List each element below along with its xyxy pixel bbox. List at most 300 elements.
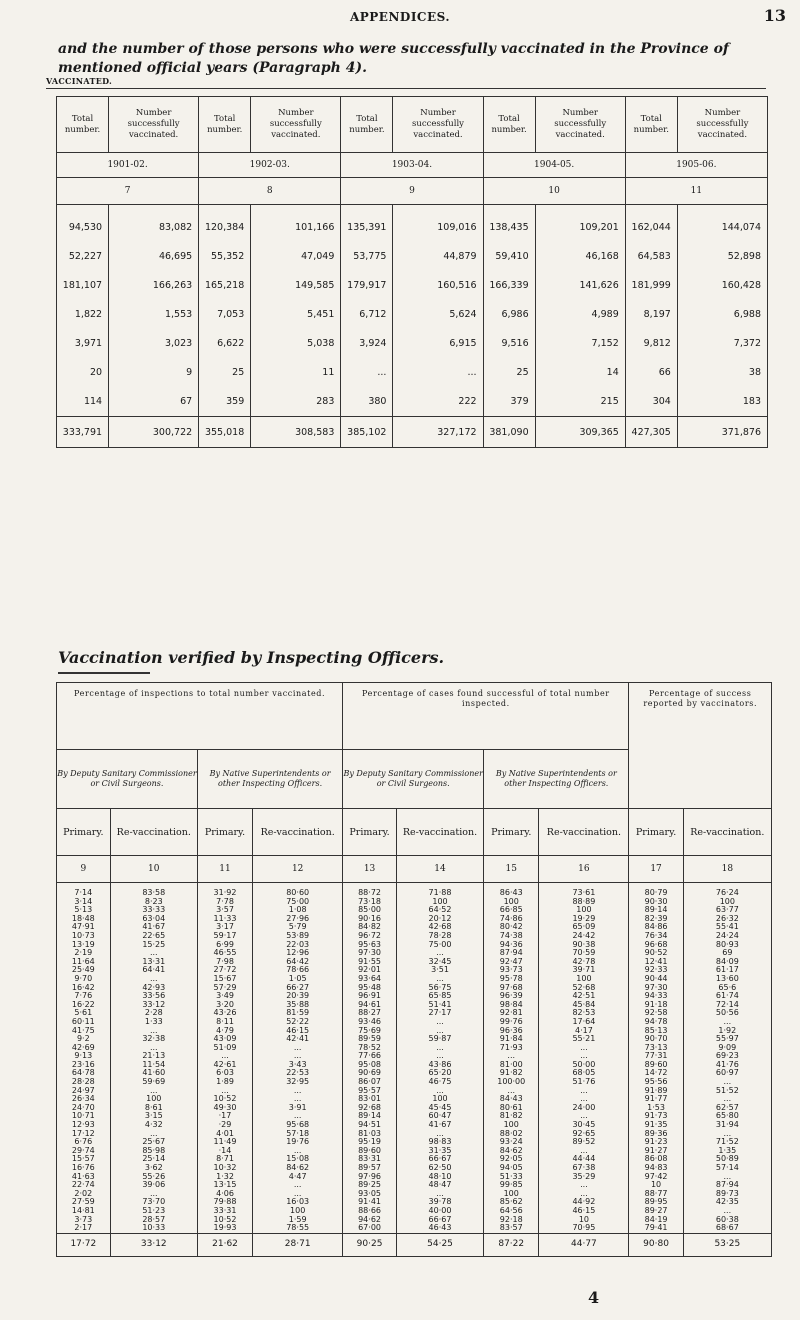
table-cell: 65·20: [396, 1069, 483, 1078]
total-cell: 333,791: [57, 417, 109, 448]
group-header: Percentage of success reported by vaccinators.: [629, 683, 772, 809]
table-cell: 7,053: [199, 300, 251, 329]
table-cell: 85·13: [629, 1027, 683, 1036]
table-cell: 85·62: [484, 1198, 539, 1207]
table-cell: ...: [683, 1095, 771, 1104]
table-cell: 162,044: [625, 213, 677, 242]
table-cell: 70·59: [539, 949, 629, 958]
table-cell: 23·16: [57, 1061, 111, 1070]
table-cell: 1·08: [253, 906, 343, 915]
table-cell: 92·01: [343, 966, 397, 975]
table-cell: 16·22: [57, 1001, 111, 1010]
table-cell: 3·73: [57, 1216, 111, 1225]
table-cell: 95·08: [343, 1061, 397, 1070]
table-cell: 88·66: [343, 1207, 397, 1216]
table-cell: 10·73: [57, 932, 111, 941]
table-cell: 379: [483, 387, 535, 417]
table-cell: 46·43: [396, 1224, 483, 1233]
table-cell: ...: [539, 1095, 629, 1104]
table-cell: 93·05: [343, 1190, 397, 1199]
table-cell: 16·03: [253, 1198, 343, 1207]
table-cell: 77·31: [629, 1052, 683, 1061]
table-cell: 90·30: [629, 898, 683, 907]
table-cell: 52,227: [57, 242, 109, 271]
table-cell: 83·01: [343, 1095, 397, 1104]
table-cell: 97·30: [629, 984, 683, 993]
table-cell: 97·42: [629, 1173, 683, 1182]
table-cell: 109,201: [535, 213, 625, 242]
table-cell: 48·10: [396, 1173, 483, 1182]
table-cell: 114: [57, 387, 109, 417]
table-cell: 99·85: [484, 1181, 539, 1190]
table-cell: 2·19: [57, 949, 111, 958]
table-cell: 27·17: [396, 1009, 483, 1018]
table-cell: 26·32: [683, 915, 771, 924]
table-cell: ...: [197, 1087, 252, 1096]
table-cell: 80·60: [253, 889, 343, 898]
table-cell: 82·53: [539, 1009, 629, 1018]
table-cell: 25·49: [57, 966, 111, 975]
table-cell: 73·18: [343, 898, 397, 907]
table-cell: 73·13: [629, 1044, 683, 1053]
column-header: Total number.: [625, 97, 677, 153]
table-cell: 63·04: [110, 915, 197, 924]
table-cell: 8·11: [197, 1018, 252, 1027]
table-cell: 67·38: [539, 1164, 629, 1173]
table-cell: 46·15: [253, 1027, 343, 1036]
table-cell: 135,391: [341, 213, 393, 242]
table-cell: 6,915: [393, 329, 483, 358]
table-cell: 10·33: [110, 1224, 197, 1233]
table-cell: 80·93: [683, 941, 771, 950]
table-cell: 3·43: [253, 1061, 343, 1070]
sub-header: By Deputy Sanitary Commissioner or Civil Surgeons.: [57, 750, 198, 809]
table-cell: 81·82: [484, 1112, 539, 1121]
inspection-table: [56, 682, 772, 1257]
divider: [46, 88, 766, 89]
table-cell: 86·07: [343, 1078, 397, 1087]
table-cell: 32·38: [110, 1035, 197, 1044]
table-cell: 38: [677, 358, 767, 387]
table-row: [57, 213, 768, 242]
table-cell: ...: [484, 1052, 539, 1061]
table-cell: 89·60: [629, 1061, 683, 1070]
table-cell: ...: [539, 1112, 629, 1121]
table-cell: 7·78: [197, 898, 252, 907]
table-cell: 4·06: [197, 1190, 252, 1199]
table-cell: 85·98: [110, 1147, 197, 1156]
table-cell: 21·13: [110, 1052, 197, 1061]
table-cell: 179,917: [341, 271, 393, 300]
table-cell: 94·05: [484, 1164, 539, 1173]
table-cell: 166,339: [483, 271, 535, 300]
column-header: Total number.: [57, 97, 109, 153]
table-cell: 100: [396, 898, 483, 907]
running-header: APPENDICES.: [349, 10, 451, 24]
table-cell: 181,999: [625, 271, 677, 300]
table-cell: 8,197: [625, 300, 677, 329]
table-cell: ...: [683, 1078, 771, 1087]
table-cell: 100: [484, 1190, 539, 1199]
table-cell: 95·57: [343, 1087, 397, 1096]
table-cell: 96·68: [629, 941, 683, 950]
table-cell: 3·20: [197, 1001, 252, 1010]
table-cell: 3·17: [197, 923, 252, 932]
table-cell: 50·56: [683, 1009, 771, 1018]
table-cell: 101,166: [251, 213, 341, 242]
revaccination-header: Re-vaccination.: [253, 809, 343, 856]
table-cell: 1·53: [629, 1104, 683, 1113]
primary-header: Primary.: [629, 809, 683, 856]
table-cell: 12·93: [57, 1121, 111, 1130]
table-cell: 7·14: [57, 889, 111, 898]
column-number: 13: [343, 856, 397, 883]
spacer-cell: [677, 205, 767, 214]
table-cell: 71·88: [396, 889, 483, 898]
table-cell: ...: [539, 1181, 629, 1190]
table-cell: ...: [396, 1044, 483, 1053]
column-number: 10: [110, 856, 197, 883]
table-cell: 51·76: [539, 1078, 629, 1087]
table-cell: 2·28: [110, 1009, 197, 1018]
table-cell: 4·32: [110, 1121, 197, 1130]
table-cell: 11·49: [197, 1138, 252, 1147]
table-cell: 66: [625, 358, 677, 387]
table-cell: 13·31: [110, 958, 197, 967]
table-cell: 60·38: [683, 1216, 771, 1225]
year-header: 1901-02.: [57, 153, 199, 178]
table-cell: 73·70: [110, 1198, 197, 1207]
total-cell: 300,722: [109, 417, 199, 448]
column-header: Number successfully vaccinated.: [251, 97, 341, 153]
table-cell: 93·24: [484, 1138, 539, 1147]
table-cell: 12·41: [629, 958, 683, 967]
table-cell: ...: [396, 975, 483, 984]
table-cell: 149,585: [251, 271, 341, 300]
table-cell: 84·43: [484, 1095, 539, 1104]
table-cell: 10·52: [197, 1095, 252, 1104]
primary-header: Primary.: [197, 809, 252, 856]
table-cell: ...: [396, 1027, 483, 1036]
table-cell: 6·76: [57, 1138, 111, 1147]
table-cell: 55·41: [683, 923, 771, 932]
table-cell: 62·50: [396, 1164, 483, 1173]
column-number: 11: [625, 178, 767, 205]
table-cell: 10·71: [57, 1112, 111, 1121]
table-cell: ·14: [197, 1147, 252, 1156]
spacer-cell: [199, 205, 251, 214]
table-cell: ...: [110, 1027, 197, 1036]
table-cell: 66·67: [396, 1155, 483, 1164]
table-cell: 42·69: [57, 1044, 111, 1053]
table-cell: 42·51: [539, 992, 629, 1001]
table-cell: 96·39: [484, 992, 539, 1001]
total-cell: 327,172: [393, 417, 483, 448]
table-cell: 6,712: [341, 300, 393, 329]
table-cell: 64·52: [396, 906, 483, 915]
table-cell: 55·26: [110, 1173, 197, 1182]
table-cell: 84·09: [683, 958, 771, 967]
table-cell: 44·92: [539, 1198, 629, 1207]
table-cell: 97·96: [343, 1173, 397, 1182]
table-cell: 65·6: [683, 984, 771, 993]
table-cell: 96·36: [484, 1027, 539, 1036]
table-cell: 81·00: [484, 1061, 539, 1070]
table-cell: 33·31: [197, 1207, 252, 1216]
table-cell: 1·35: [683, 1147, 771, 1156]
total-cell: 54·25: [396, 1233, 483, 1256]
table-cell: 166,263: [109, 271, 199, 300]
table-cell: 1·05: [253, 975, 343, 984]
table-cell: 40·00: [396, 1207, 483, 1216]
total-cell: 309,365: [535, 417, 625, 448]
table-cell: 61·74: [683, 992, 771, 1001]
table-cell: 46·55: [197, 949, 252, 958]
table-cell: 1·92: [683, 1027, 771, 1036]
year-header: 1902-03.: [199, 153, 341, 178]
table-cell: ...: [197, 1052, 252, 1061]
table-cell: 9·2: [57, 1035, 111, 1044]
table-cell: 98·83: [396, 1138, 483, 1147]
table-cell: 9·09: [683, 1044, 771, 1053]
table-cell: 41·75: [57, 1027, 111, 1036]
table-cell: 91·84: [484, 1035, 539, 1044]
table-cell: 24·42: [539, 932, 629, 941]
table-cell: 81·03: [343, 1130, 397, 1139]
table-cell: 70·95: [539, 1224, 629, 1233]
total-cell: 385,102: [341, 417, 393, 448]
table-cell: 359: [199, 387, 251, 417]
table-cell: 95·68: [253, 1121, 343, 1130]
table-cell: 12·96: [253, 949, 343, 958]
table-cell: ...: [253, 1095, 343, 1104]
column-header: Number successfully vaccinated.: [535, 97, 625, 153]
year-header: 1905-06.: [625, 153, 767, 178]
table-cell: 183: [677, 387, 767, 417]
table-cell: 86·08: [629, 1155, 683, 1164]
table-cell: 33·33: [110, 906, 197, 915]
table-cell: 76·34: [629, 932, 683, 941]
table-cell: ...: [683, 1018, 771, 1027]
table-cell: 45·45: [396, 1104, 483, 1113]
table-cell: 83·58: [110, 889, 197, 898]
table-cell: 59·69: [110, 1078, 197, 1087]
table-cell: ...: [110, 949, 197, 958]
total-cell: 90·25: [343, 1233, 397, 1256]
spacer-cell: [109, 205, 199, 214]
table-cell: 51·52: [683, 1087, 771, 1096]
table-cell: ...: [110, 1190, 197, 1199]
table-row: [57, 300, 768, 329]
table-cell: 25: [199, 358, 251, 387]
table-cell: 29·74: [57, 1147, 111, 1156]
table-cell: 93·46: [343, 1018, 397, 1027]
table-cell: 99·76: [484, 1018, 539, 1027]
table-cell: 57·29: [197, 984, 252, 993]
table-cell: 22·03: [253, 941, 343, 950]
table-cell: 92·65: [539, 1130, 629, 1139]
table-cell: 100: [253, 1207, 343, 1216]
table-cell: 1·33: [110, 1018, 197, 1027]
table-cell: 94·51: [343, 1121, 397, 1130]
table-cell: 97·68: [484, 984, 539, 993]
table-cell: ...: [110, 975, 197, 984]
table-cell: 83,082: [109, 213, 199, 242]
table-cell: 8·71: [197, 1155, 252, 1164]
column-number: 14: [396, 856, 483, 883]
table-cell: 82·39: [629, 915, 683, 924]
column-header: Total number.: [483, 97, 535, 153]
table-cell: 78·52: [343, 1044, 397, 1053]
table-cell: 63·77: [683, 906, 771, 915]
table-cell: 27·96: [253, 915, 343, 924]
table-cell: 8·23: [110, 898, 197, 907]
table-cell: 89·59: [343, 1035, 397, 1044]
table-cell: 215: [535, 387, 625, 417]
sub-header: By Deputy Sanitary Commissioner or Civil Surgeons.: [343, 750, 484, 809]
total-cell: 44·77: [539, 1233, 629, 1256]
table-cell: 92·47: [484, 958, 539, 967]
table-cell: 19·93: [197, 1224, 252, 1233]
column-header: Total number.: [341, 97, 393, 153]
table-cell: 35·29: [539, 1173, 629, 1182]
table-cell: 90·69: [343, 1069, 397, 1078]
table-cell: 59,410: [483, 242, 535, 271]
column-number: 11: [197, 856, 252, 883]
table-cell: 55·97: [683, 1035, 771, 1044]
table-cell: 28·57: [110, 1216, 197, 1225]
table-cell: 91·55: [343, 958, 397, 967]
table-cell: 83·57: [484, 1224, 539, 1233]
group-header: Percentage of cases found successful of total number inspected.: [343, 683, 629, 750]
table-cell: 6·99: [197, 941, 252, 950]
table-cell: 51·09: [197, 1044, 252, 1053]
table-cell: 78·55: [253, 1224, 343, 1233]
table-cell: 56·75: [396, 984, 483, 993]
table-cell: 95·56: [629, 1078, 683, 1087]
table-cell: 66·85: [484, 906, 539, 915]
year-header: 1903-04.: [341, 153, 483, 178]
revaccination-header: Re-vaccination.: [683, 809, 771, 856]
table-cell: 3·15: [110, 1112, 197, 1121]
table-cell: 89·14: [343, 1112, 397, 1121]
table-cell: 42·61: [197, 1061, 252, 1070]
table-cell: 13·60: [683, 975, 771, 984]
table-cell: 89·25: [343, 1181, 397, 1190]
table-cell: 89·36: [629, 1130, 683, 1139]
table-cell: 3,924: [341, 329, 393, 358]
table-cell: 41·67: [396, 1121, 483, 1130]
table-cell: 53,775: [341, 242, 393, 271]
table-cell: 92·81: [484, 1009, 539, 1018]
table-cell: 17·64: [539, 1018, 629, 1027]
table-cell: 91·27: [629, 1147, 683, 1156]
table-cell: 51·23: [110, 1207, 197, 1216]
table-cell: 5,038: [251, 329, 341, 358]
table-cell: 84·82: [343, 923, 397, 932]
table-cell: 64·41: [110, 966, 197, 975]
table-cell: 3·57: [197, 906, 252, 915]
column-number: 7: [57, 178, 199, 205]
table-cell: 64·56: [484, 1207, 539, 1216]
table-cell: 75·00: [253, 898, 343, 907]
table-cell: 9·13: [57, 1052, 111, 1061]
table-cell: 17·12: [57, 1130, 111, 1139]
table-cell: 4,989: [535, 300, 625, 329]
table-cell: 72·14: [683, 1001, 771, 1010]
table-cell: ...: [683, 1130, 771, 1139]
table-cell: 20: [57, 358, 109, 387]
table-cell: 32·45: [396, 958, 483, 967]
table-cell: 100: [539, 906, 629, 915]
table-cell: 80·79: [629, 889, 683, 898]
table-cell: 11·64: [57, 958, 111, 967]
sub-header: By Native Superintendents or other Inspecting Officers.: [197, 750, 342, 809]
table-cell: 3·91: [253, 1104, 343, 1113]
table-cell: 84·62: [484, 1147, 539, 1156]
total-cell: 381,090: [483, 417, 535, 448]
spacer-cell: [393, 205, 483, 214]
table-cell: 43·86: [396, 1061, 483, 1070]
table-cell: 85·00: [343, 906, 397, 915]
table-cell: 92·58: [629, 1009, 683, 1018]
table-cell: 84·86: [629, 923, 683, 932]
table-cell: 66·67: [396, 1216, 483, 1225]
table-cell: 65·80: [683, 1112, 771, 1121]
table-cell: 55·21: [539, 1035, 629, 1044]
table-cell: 91·73: [629, 1112, 683, 1121]
table-cell: 43·26: [197, 1009, 252, 1018]
spacer-cell: [535, 205, 625, 214]
table-cell: ...: [396, 1052, 483, 1061]
table-cell: 9,812: [625, 329, 677, 358]
table-cell: 20·12: [396, 915, 483, 924]
table-cell: 80·61: [484, 1104, 539, 1113]
table-cell: 92·05: [484, 1155, 539, 1164]
table-cell: ·17: [197, 1112, 252, 1121]
table-cell: 13·19: [57, 941, 111, 950]
table-cell: 65·09: [539, 923, 629, 932]
spacer-cell: [251, 205, 341, 214]
table-cell: 59·17: [197, 932, 252, 941]
table-cell: 25·67: [110, 1138, 197, 1147]
table-cell: 10: [629, 1181, 683, 1190]
table-cell: 80·42: [484, 923, 539, 932]
table-cell: 61·17: [683, 966, 771, 975]
table-cell: 44·44: [539, 1155, 629, 1164]
table-cell: 7·98: [197, 958, 252, 967]
table-cell: 95·63: [343, 941, 397, 950]
table-cell: 91·89: [629, 1087, 683, 1096]
table-cell: 9,516: [483, 329, 535, 358]
table-cell: 100: [484, 898, 539, 907]
table-cell: ...: [253, 1044, 343, 1053]
table-cell: 31·94: [683, 1121, 771, 1130]
table-row: [57, 271, 768, 300]
column-number: 16: [539, 856, 629, 883]
table-cell: 89·14: [629, 906, 683, 915]
primary-header: Primary.: [484, 809, 539, 856]
table-cell: 31·92: [197, 889, 252, 898]
table-cell: ...: [341, 358, 393, 387]
table-cell: 4·79: [197, 1027, 252, 1036]
table-cell: 26·34: [57, 1095, 111, 1104]
table-cell: ...: [396, 1018, 483, 1027]
table-cell: 89·27: [629, 1207, 683, 1216]
table-cell: 25: [483, 358, 535, 387]
table-cell: 78·28: [396, 932, 483, 941]
table-cell: ...: [110, 1087, 197, 1096]
